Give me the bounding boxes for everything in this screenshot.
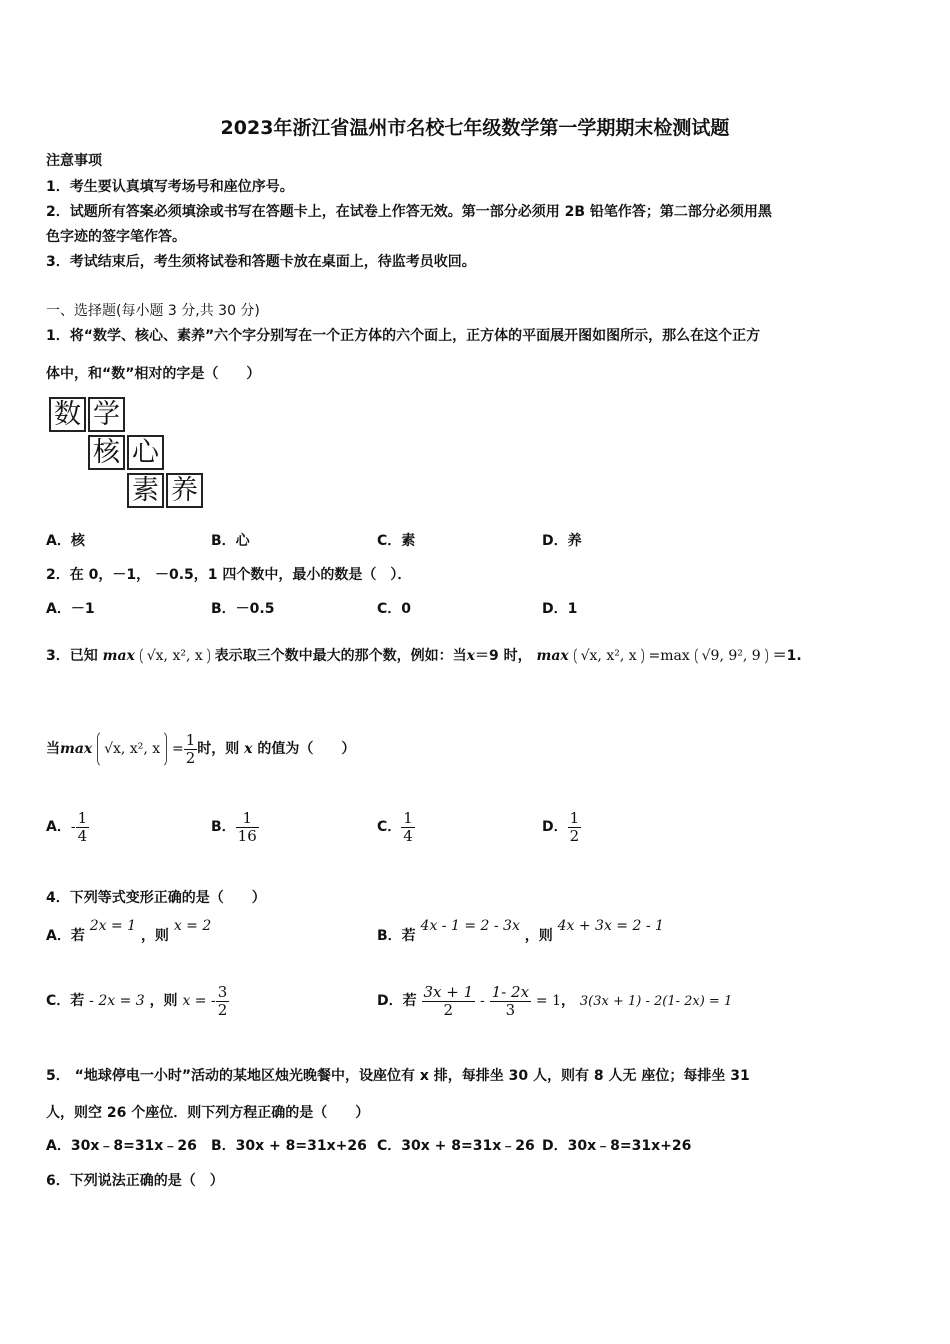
q3-maxword: =max — [648, 648, 690, 664]
then-text: ， — [561, 993, 575, 1009]
option-d[interactable]: D．1 — [542, 601, 578, 617]
equation: 4x + 3x = 2 - 1 — [557, 918, 664, 934]
numerator: 1 — [242, 808, 252, 827]
q3-line2-prefix: 当 — [46, 741, 60, 757]
option-label: B． — [211, 819, 236, 835]
equation: 3(3x + 1) - 2(1- 2x) = 1 — [579, 994, 733, 1009]
equation: x = - — [182, 993, 216, 1009]
option-b[interactable] — [377, 918, 664, 948]
option-label: A． — [46, 819, 71, 835]
then-text: ，则 — [524, 928, 553, 944]
option-b[interactable] — [211, 808, 259, 846]
option-label: C．若 — [46, 993, 85, 1009]
option-sign: - — [70, 819, 76, 835]
option-b[interactable]: B．30x + 8=31x+26 — [211, 1138, 367, 1154]
fraction — [422, 984, 476, 1019]
net-cell: 学 — [88, 397, 125, 432]
option-c[interactable] — [46, 981, 229, 1021]
denominator: 2 — [569, 826, 580, 845]
option-label: C． — [377, 819, 402, 835]
notice-heading: 注意事项 — [46, 153, 102, 169]
numerator: 1 — [569, 808, 580, 827]
q3-result: ＝1. — [772, 648, 802, 664]
q3-line2-suffix: 的值为（ ） — [257, 741, 356, 757]
net-cell: 养 — [166, 473, 203, 508]
then-text: ，则 — [149, 993, 178, 1009]
option-c[interactable]: C．0 — [377, 601, 412, 617]
numerator: 1 — [185, 730, 196, 749]
question-2-stem: 2．在 0，－1， －0.5，1 四个数中，最小的数是（ ）． — [46, 567, 412, 583]
option-b[interactable]: B．－0.5 — [211, 601, 275, 617]
q3-args2: √x, x², x — [574, 646, 644, 666]
fraction — [216, 984, 230, 1019]
option-label: D． — [542, 819, 568, 835]
question-4-stem: 4．下列等式变形正确的是（ ） — [46, 890, 266, 906]
q3-half-eq: = — [172, 741, 184, 757]
denominator: 2 — [185, 748, 196, 767]
denominator: 4 — [77, 826, 88, 845]
numerator: 3x + 1 — [423, 982, 474, 1001]
option-c[interactable]: C．素 — [377, 533, 416, 549]
option-d[interactable]: D．30x﹣8=31x+26 — [542, 1138, 692, 1154]
equation: 4x - 1 = 2 - 3x — [420, 918, 520, 934]
option-label: A．若 — [46, 928, 85, 944]
question-1-line2: 体中，和“数”相对的字是（ ） — [46, 366, 261, 382]
notice-item: 2．试题所有答案必须填涂或书写在答题卡上，在试卷上作答无效。第一部分必须用 2B 铅笔作答；第二部分必须用黑 — [46, 204, 772, 220]
q3-mid: 表示取三个数中最大的那个数，例如：当 — [214, 648, 467, 664]
numerator: 1 — [403, 808, 413, 827]
question-6-stem: 6．下列说法正确的是（ ） — [46, 1173, 224, 1189]
denominator: 2 — [422, 1001, 476, 1019]
q3-args: √x, x², x — [140, 646, 210, 666]
option-a[interactable] — [46, 808, 89, 846]
net-cell: 素 — [127, 473, 164, 508]
question-5-line2: 人，则空 26 个座位．则下列方程正确的是（ ） — [46, 1105, 370, 1121]
equation: x = 2 — [173, 918, 212, 934]
option-fraction — [568, 810, 582, 845]
denominator: 16 — [237, 826, 257, 845]
q3-eq9: ＝9 时， — [475, 648, 532, 664]
q3-line2-mid: 时，则 — [197, 741, 240, 757]
net-cell: 数 — [49, 397, 86, 432]
equation: = 1 — [535, 993, 561, 1009]
option-fraction — [236, 810, 259, 845]
page-title: 2023年浙江省温州市名校七年级数学第一学期期末检测试题 — [220, 117, 730, 139]
then-text: ，则 — [140, 928, 169, 944]
option-fraction — [76, 810, 90, 845]
q3-prefix: 3．已知 — [46, 648, 98, 664]
option-label: D．若 — [377, 993, 417, 1009]
option-d[interactable] — [377, 981, 732, 1022]
denominator: 2 — [217, 1000, 228, 1019]
notice-item: 1．考生要认真填写考场号和座位序号。 — [46, 179, 294, 195]
q3-half-fraction — [184, 732, 198, 767]
section-heading: 一、选择题(每小题 3 分,共 30 分) — [46, 303, 260, 319]
question-5-line1: 5． “地球停电一小时”活动的某地区烛光晚餐中，设座位有 x 排，每排坐 30 人，则有 8 人无 座位；每排坐 31 — [46, 1068, 750, 1084]
option-d[interactable]: D．养 — [542, 533, 582, 549]
denominator: 4 — [403, 826, 413, 845]
q3-args3: √x, x², x — [97, 730, 167, 768]
equation: - 2x = 3 — [89, 993, 145, 1009]
q3-max3: max — [60, 741, 93, 757]
notice-item: 色字迹的签字笔作答。 — [46, 229, 186, 245]
minus-sign: - — [480, 993, 485, 1009]
option-c[interactable] — [377, 808, 415, 846]
q3-max: max — [102, 648, 135, 664]
q3-args9: √9, 9², 9 — [695, 646, 768, 666]
option-label: B．若 — [377, 928, 416, 944]
option-d[interactable] — [542, 808, 581, 846]
denominator: 3 — [490, 1001, 531, 1019]
notice-item: 3．考试结束后，考生须将试卷和答题卡放在桌面上，待监考员收回。 — [46, 254, 476, 270]
numerator: 3 — [217, 982, 228, 1001]
option-c[interactable]: C．30x + 8=31x﹣26 — [377, 1138, 535, 1154]
numerator: 1- 2x — [491, 982, 530, 1001]
equation: 2x = 1 — [89, 918, 137, 934]
option-b[interactable]: B．心 — [211, 533, 250, 549]
q3-x2: x — [244, 741, 253, 757]
q3-x: x — [466, 648, 475, 664]
option-fraction — [401, 810, 415, 845]
q3-max2: max — [536, 648, 569, 664]
net-cell: 心 — [127, 435, 164, 470]
option-a[interactable]: A．30x﹣8=31x﹣26 — [46, 1138, 197, 1154]
question-3-line1 — [46, 646, 802, 666]
question-3-line2 — [46, 730, 355, 768]
question-1-line1: 1．将“数学、核心、素养”六个字分别写在一个正方体的六个面上，正方体的平面展开图如图所示，那么在这个正方 — [46, 328, 761, 344]
fraction — [490, 984, 531, 1019]
option-a[interactable] — [46, 918, 212, 948]
option-a[interactable]: A．－1 — [46, 601, 95, 617]
numerator: 1 — [77, 808, 88, 827]
option-a[interactable]: A．核 — [46, 533, 85, 549]
net-cell: 核 — [88, 435, 125, 470]
